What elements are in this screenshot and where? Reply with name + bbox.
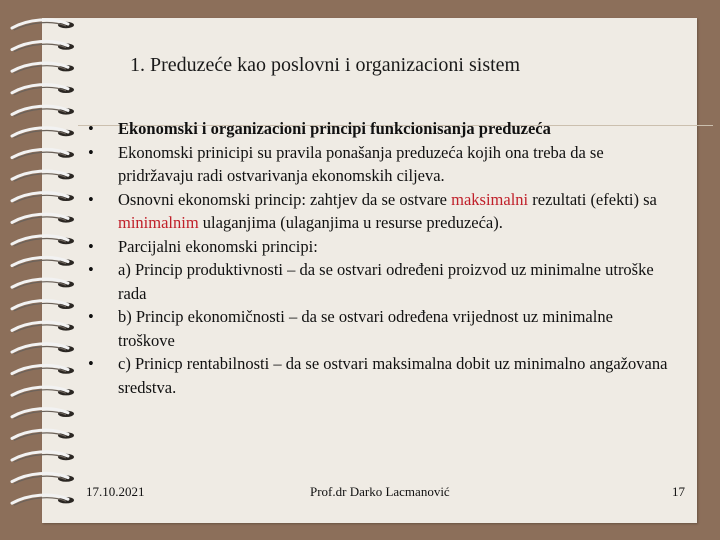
bullet-text: ulaganjima (ulaganjima u resurse preduzeća).: [198, 213, 503, 232]
bullet-marker: •: [88, 354, 94, 373]
bullet-text: Ekonomski i organizacioni principi funkcionisanja preduzeća: [118, 119, 551, 138]
binding-ring: [12, 495, 74, 505]
bullet-item: [88, 235, 668, 259]
bullet-item: [88, 188, 668, 235]
bullet-text: Ekonomski prinicipi su pravila ponašanja preduzeća kojih ona treba da se pridržavaju radi ostvarivanja ekonomskih ciljeva.: [118, 142, 604, 185]
bullet-marker: •: [88, 119, 94, 138]
binding-ring: [12, 193, 74, 203]
binding-ring: [12, 106, 74, 116]
spiral-binding: [0, 0, 90, 540]
highlight-text: maksimalni: [451, 189, 529, 209]
binding-ring: [12, 430, 74, 440]
binding-ring: [12, 301, 74, 311]
binding-ring: [12, 344, 74, 354]
binding-ring: [12, 365, 74, 375]
binding-ring: [12, 322, 74, 332]
binding-ring: [12, 387, 74, 397]
bullet-text: Parcijalni ekonomski principi:: [118, 236, 318, 256]
bullet-marker: •: [88, 307, 94, 326]
binding-ring: [12, 473, 74, 483]
bullet-marker: •: [88, 142, 94, 162]
bullet-marker: •: [88, 189, 94, 209]
binding-ring: [12, 236, 74, 246]
bullet-item: [88, 141, 668, 188]
binding-ring: [12, 85, 74, 95]
binding-ring: [12, 171, 74, 181]
binding-ring: [12, 149, 74, 159]
footer-page-number: 17: [672, 484, 685, 499]
bullet-marker: •: [88, 260, 94, 279]
bullet-marker: •: [88, 236, 94, 256]
bullet-text: b) Princip ekonomičnosti – da se ostvari određena vrijednost uz minimalne troškove: [118, 307, 613, 350]
binding-ring: [12, 452, 74, 462]
bullet-item: [88, 305, 668, 352]
bullet-item: [88, 258, 668, 305]
binding-ring: [12, 41, 74, 51]
bullet-text: a) Princip produktivnosti – da se ostvari određeni proizvod uz minimalne utroške rada: [118, 260, 654, 303]
bullet-text: c) Prinicp rentabilnosti – da se ostvari maksimalna dobit uz minimalno angažovana sredstva.: [118, 354, 668, 397]
bullet-text: Osnovni ekonomski princip: zahtjev da se ostvare: [118, 189, 452, 209]
binding-ring: [12, 63, 74, 73]
binding-ring: [12, 257, 74, 267]
bullet-list: [88, 117, 668, 399]
slide-title: 1. Preduzeće kao poslovni i organizacioni sistem: [130, 54, 521, 76]
bullet-item: [88, 117, 668, 141]
binding-ring: [12, 20, 74, 30]
binding-ring: [12, 128, 74, 138]
binding-ring: [12, 279, 74, 289]
footer-date: 17.10.2021: [86, 484, 145, 499]
footer-author: Prof.dr Darko Lacmanović: [310, 484, 450, 499]
bullet-text: rezultati (efekti) sa: [528, 189, 657, 209]
bullet-item: [88, 352, 668, 399]
highlight-text: minimalnim: [118, 213, 199, 232]
binding-ring: [12, 214, 74, 224]
binding-ring: [12, 409, 74, 419]
